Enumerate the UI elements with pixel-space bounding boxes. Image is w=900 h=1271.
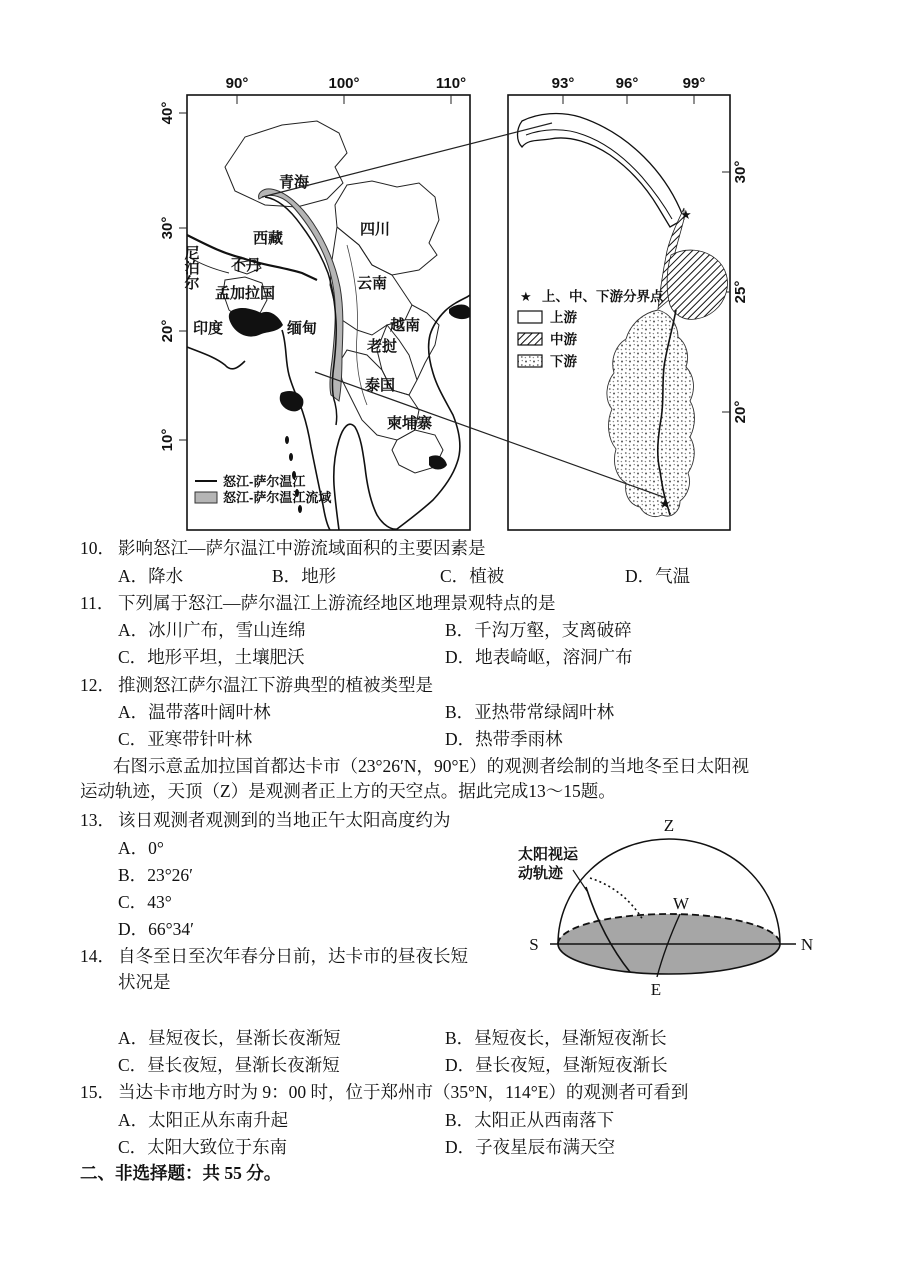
label-myanmar: 缅甸 xyxy=(287,320,318,337)
option-14-a: A．昼短夜长，昼渐长夜渐短 xyxy=(118,1028,341,1048)
question-number: 12． xyxy=(80,675,115,695)
intro-paragraph-line2 xyxy=(0,778,900,805)
label-sichuan: 四川 xyxy=(360,221,391,238)
lon-label: 96° xyxy=(615,75,639,92)
question-number: 15． xyxy=(80,1082,115,1102)
option-15-c: C．太阳大致位于东南 xyxy=(118,1137,288,1157)
west-label: W xyxy=(672,894,690,913)
section-header-text: 二、非选择题：共 55 分。 xyxy=(80,1163,282,1183)
question-12-options-row1 xyxy=(0,699,900,726)
option-12-a: A．温带落叶阔叶林 xyxy=(118,702,271,722)
question-stem: 该日观测者观测到的当地正午太阳高度约为 xyxy=(118,810,451,830)
question-stem: 影响怒江—萨尔温江中游流域面积的主要因素是 xyxy=(118,538,486,558)
option-13-c: C．43° xyxy=(118,892,172,912)
legend-middle-label: 中游 xyxy=(550,332,577,347)
right-map xyxy=(508,75,749,530)
question-number: 13． xyxy=(80,810,115,830)
left-map xyxy=(159,75,470,530)
question-10 xyxy=(0,535,900,562)
east-label: E xyxy=(650,980,662,999)
label-cambodia: 柬埔寨 xyxy=(387,415,433,432)
legend-basin-label: 怒江-萨尔温江流域 xyxy=(223,490,332,505)
label-vietnam: 越南 xyxy=(390,317,421,334)
question-stem: 下列属于怒江—萨尔温江上游流经地区地理景观特点的是 xyxy=(118,593,556,613)
question-15 xyxy=(0,1079,900,1106)
question-stem: 状况是 xyxy=(118,972,171,992)
question-number: 10． xyxy=(80,538,115,558)
question-stem: 推测怒江萨尔温江下游典型的植被类型是 xyxy=(118,675,433,695)
lat-label: 30° xyxy=(732,160,749,184)
question-13-option-d xyxy=(0,916,900,943)
option-12-b: B．亚热带常绿阔叶林 xyxy=(445,702,615,722)
option-11-c: C．地形平坦，土壤肥沃 xyxy=(118,647,305,667)
option-10-b: B．地形 xyxy=(272,566,337,586)
legend-upper-label: 上游 xyxy=(550,310,577,325)
option-13-a: A．0° xyxy=(118,838,164,858)
question-15-options-row2 xyxy=(0,1134,900,1161)
intro-paragraph-line1 xyxy=(0,753,900,780)
option-12-d: D．热带季雨林 xyxy=(445,729,563,749)
label-nepal: 尼泊尔 xyxy=(182,245,200,290)
label-bangladesh: 孟加拉国 xyxy=(215,285,276,302)
south-label: S xyxy=(529,935,539,954)
legend-divide-label: 上、中、下游分界点 xyxy=(542,289,664,304)
division-star-upper: ★ xyxy=(680,208,692,223)
legend-star-icon: ★ xyxy=(520,290,532,305)
question-14-stem-line2 xyxy=(0,969,900,996)
question-11-options-row2 xyxy=(0,644,900,671)
option-15-b: B．太阳正从西南落下 xyxy=(445,1110,615,1130)
lon-label: 90° xyxy=(225,75,249,92)
option-14-c: C．昼长夜短，昼渐长夜渐短 xyxy=(118,1055,340,1075)
lon-label: 100° xyxy=(328,75,360,92)
question-number: 11． xyxy=(80,593,115,613)
sun-path-label-line2: 动轨迹 xyxy=(518,865,564,882)
question-10-options xyxy=(0,563,900,590)
lat-label: 20° xyxy=(732,400,749,424)
question-stem: 当达卡市地方时为 9：00 时，位于郑州市（35°N，114°E）的观测者可看到 xyxy=(118,1082,689,1102)
question-12 xyxy=(0,672,900,699)
question-14 xyxy=(0,943,900,970)
legend-river-label: 怒江-萨尔温江 xyxy=(223,474,306,489)
option-12-c: C．亚寒带针叶林 xyxy=(118,729,253,749)
option-14-b: B．昼短夜长，昼渐短夜渐长 xyxy=(445,1028,667,1048)
question-11-options-row1 xyxy=(0,617,900,644)
map-figure xyxy=(0,0,900,535)
lon-label: 110° xyxy=(435,75,467,92)
label-bhutan: 不丹 xyxy=(231,257,262,274)
lat-label: 20° xyxy=(159,319,176,343)
label-xizang: 西藏 xyxy=(253,230,284,247)
option-10-d: D．气温 xyxy=(625,566,691,586)
legend-lower-label: 下游 xyxy=(550,354,577,369)
lat-label: 10° xyxy=(159,428,176,452)
question-13-option-c xyxy=(0,889,900,916)
label-yunnan: 云南 xyxy=(357,275,388,292)
section-header xyxy=(0,1160,900,1187)
zenith-label: Z xyxy=(663,816,675,835)
option-11-d: D．地表崎岖，溶洞广布 xyxy=(445,647,633,667)
label-thailand: 泰国 xyxy=(365,377,396,394)
lat-label: 30° xyxy=(159,216,176,240)
question-15-options-row1 xyxy=(0,1107,900,1134)
option-11-a: A．冰川广布，雪山连绵 xyxy=(118,620,306,640)
option-11-b: B．千沟万壑，支离破碎 xyxy=(445,620,632,640)
division-star-lower: ★ xyxy=(659,497,671,512)
question-stem: 自冬至日至次年春分日前，达卡市的昼夜长短 xyxy=(118,946,468,966)
north-label: N xyxy=(800,935,814,954)
label-laos: 老挝 xyxy=(367,338,398,355)
option-15-d: D．子夜星辰布满天空 xyxy=(445,1137,616,1157)
question-11 xyxy=(0,590,900,617)
option-13-d: D．66°34′ xyxy=(118,919,194,939)
lat-label: 40° xyxy=(159,101,176,125)
question-13 xyxy=(0,807,900,834)
intro-text: 运动轨迹，天顶（Z）是观测者正上方的天空点。据此完成13～15题。 xyxy=(80,781,616,801)
question-number: 14． xyxy=(80,946,115,966)
question-12-options-row2 xyxy=(0,726,900,753)
lon-label: 99° xyxy=(682,75,706,92)
label-india: 印度 xyxy=(193,320,224,337)
option-10-c: C．植被 xyxy=(440,566,505,586)
option-15-a: A．太阳正从东南升起 xyxy=(118,1110,289,1130)
intro-text: 右图示意孟加拉国首都达卡市（23°26′N，90°E）的观测者绘制的当地冬至日太阳视 xyxy=(113,756,750,776)
question-13-option-a xyxy=(0,835,900,862)
lat-label: 25° xyxy=(732,280,749,304)
question-13-option-b xyxy=(0,862,900,889)
label-qinghai: 青海 xyxy=(279,174,310,191)
question-14-options-row2 xyxy=(0,1052,900,1079)
option-10-a: A．降水 xyxy=(118,566,184,586)
lon-label: 93° xyxy=(551,75,575,92)
question-14-options-row1 xyxy=(0,1025,900,1052)
option-14-d: D．昼长夜短，昼渐短夜渐长 xyxy=(445,1055,668,1075)
option-13-b: B．23°26′ xyxy=(118,865,194,885)
sun-path-label-line1: 太阳视运 xyxy=(518,846,579,863)
